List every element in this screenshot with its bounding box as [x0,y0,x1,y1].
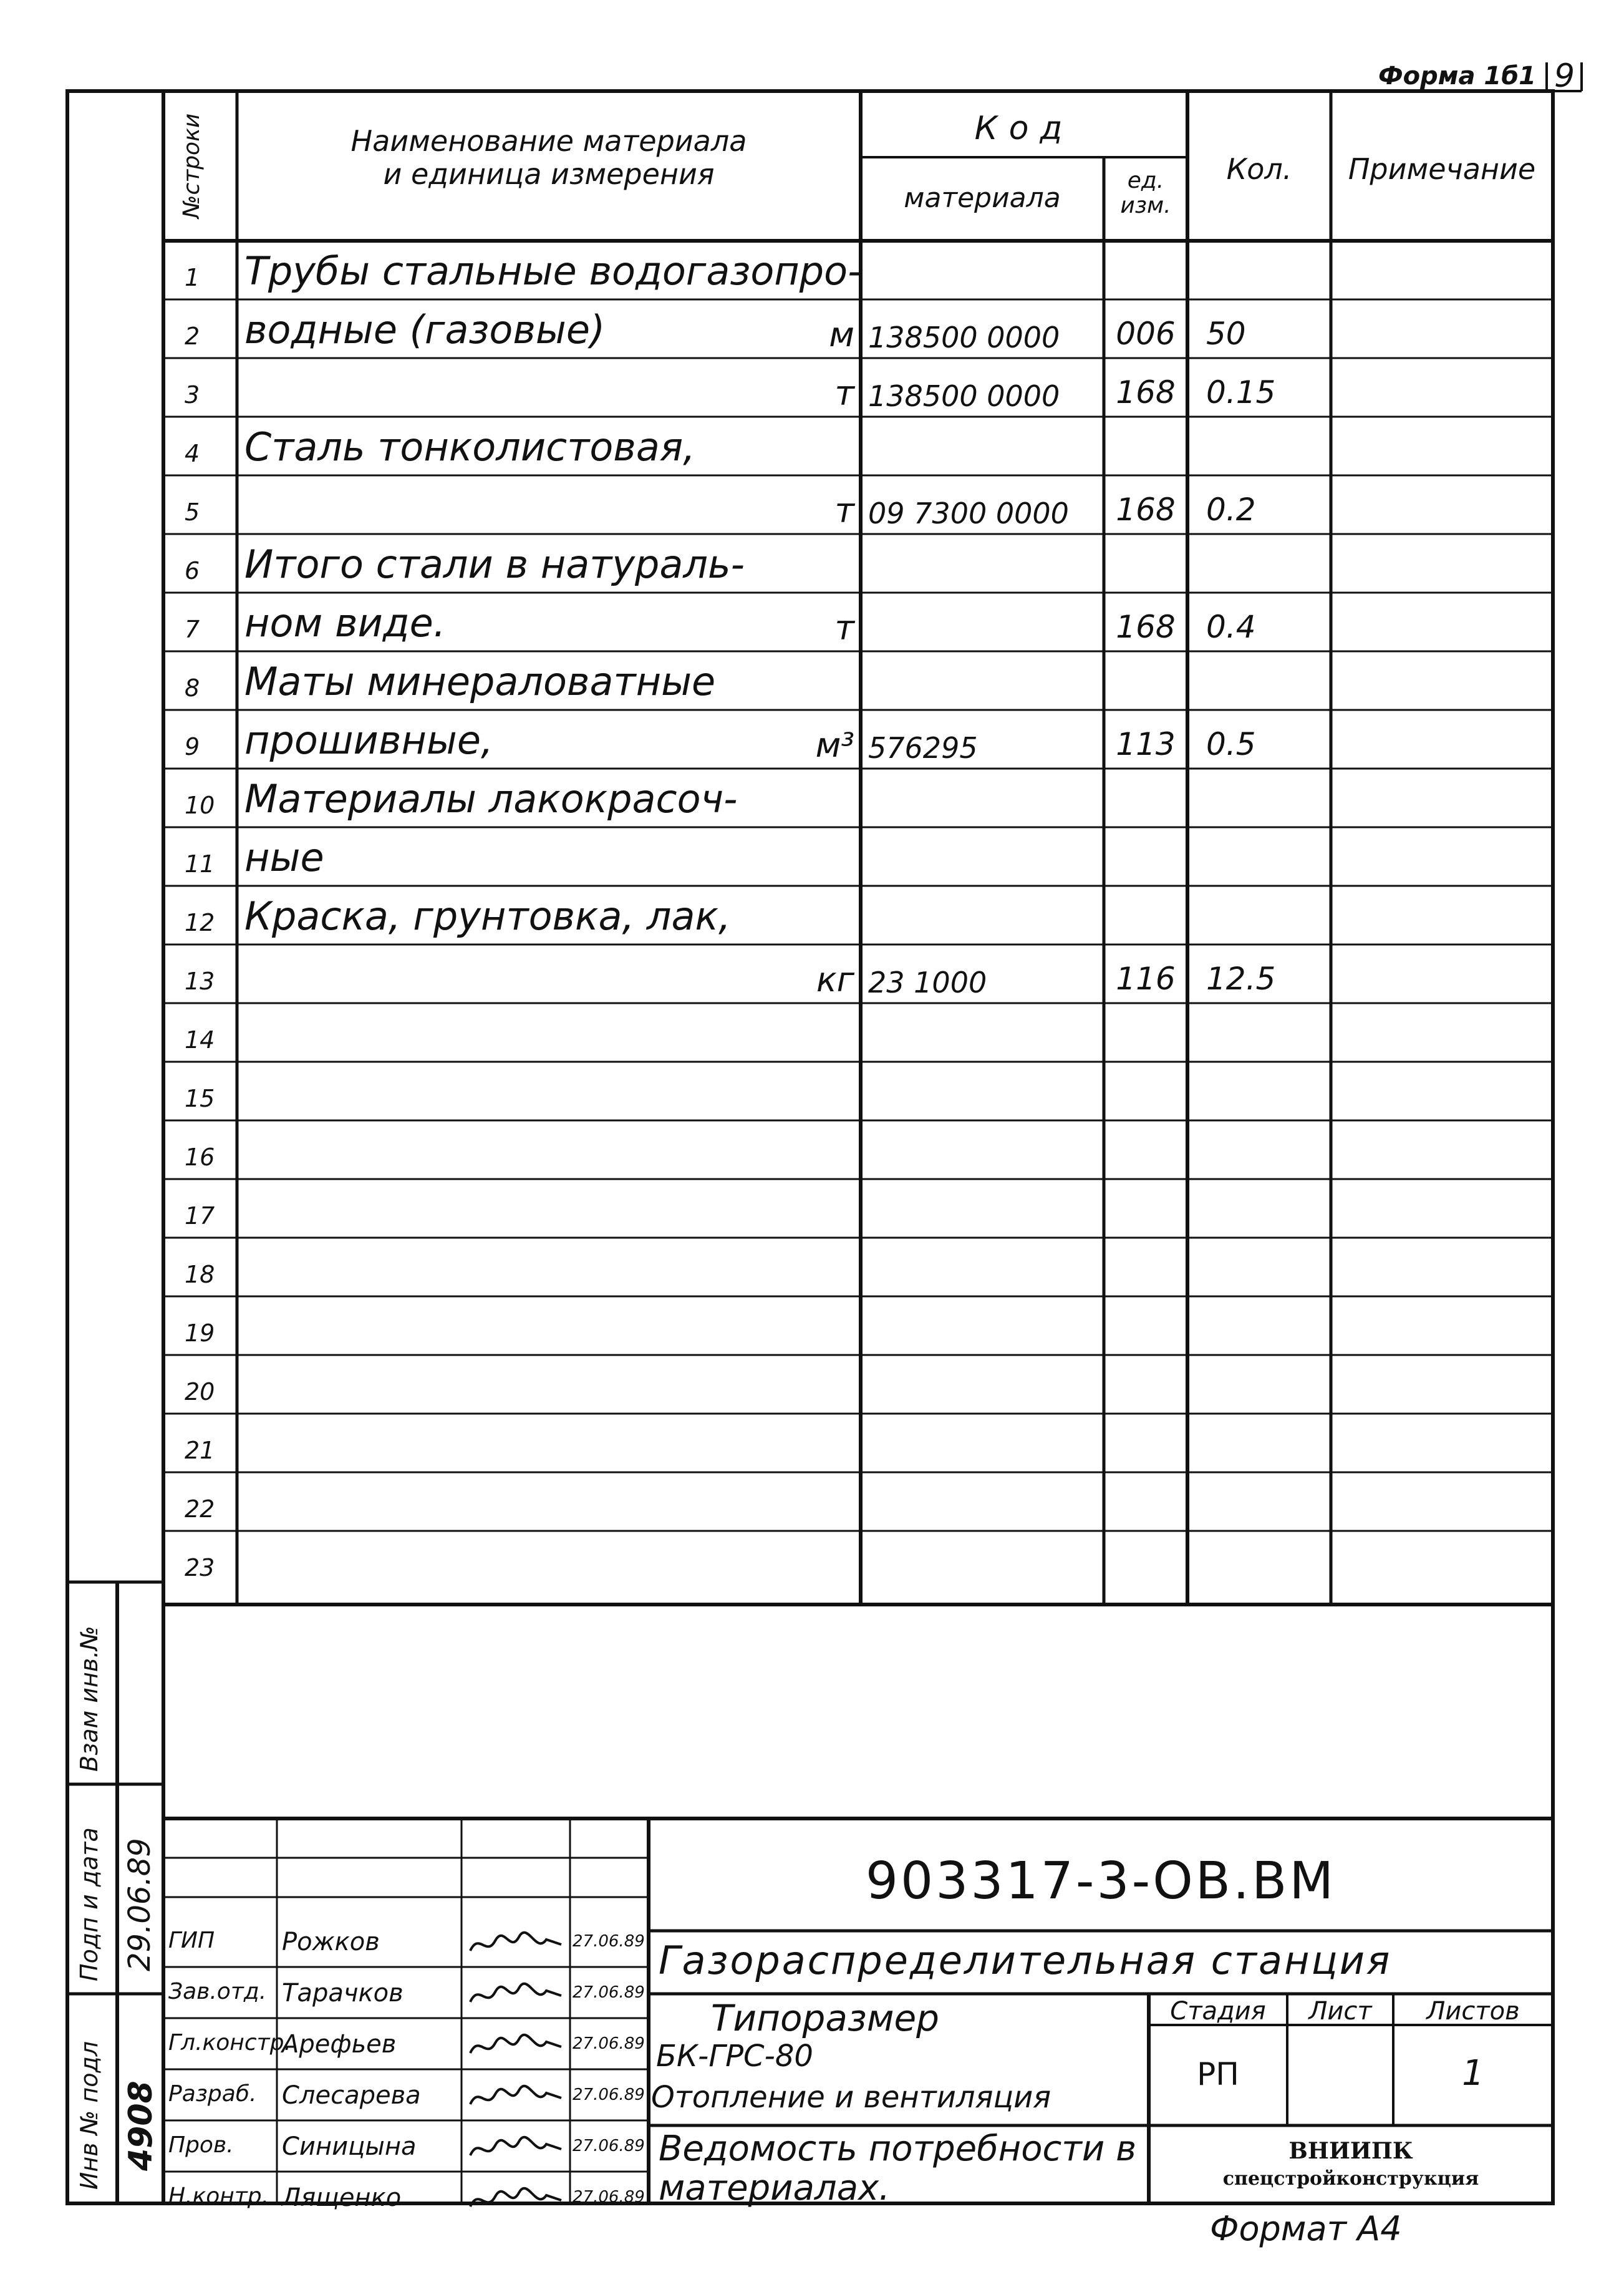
signature-date: 27.06.89 [573,2085,645,2104]
signature-role: Зав.отд. [168,1979,267,2004]
signature-role: ГИП [168,1928,215,1953]
signature-scribble [466,2079,566,2114]
stamp-title: Газораспределительная станция [659,1938,1392,1983]
signature-role: Гл.констр. [168,2030,291,2056]
row-quantity: 50 [1206,316,1246,352]
row-unit: м [829,315,854,354]
row-number: 6 [185,557,200,585]
row-unit-code: 113 [1116,726,1176,762]
signature-name: Слесарева [282,2081,421,2110]
row-number: 16 [185,1144,215,1171]
signature-scribble [466,1977,566,2012]
signature-name: Арефьев [282,2030,397,2059]
header-row-number: №строки [179,113,205,218]
signature-scribble [466,2182,566,2217]
format-label: Формат А4 [1210,2209,1402,2248]
signature-role: Разраб. [168,2081,257,2107]
signature-date: 27.06.89 [573,2188,645,2207]
row-unit: м³ [815,726,854,765]
row-unit-code: 116 [1116,961,1176,997]
sheets-label: Листов [1426,1997,1520,2026]
signature-scribble [466,1926,566,1961]
row-number: 12 [185,909,215,936]
row-number: 14 [185,1026,215,1054]
document-code: 903317-3-ОВ.ВМ [865,1852,1336,1911]
row-unit: т [834,491,854,530]
row-material-name: прошивные, [244,717,493,763]
row-material-code: 138500 0000 [868,321,1060,354]
row-number: 10 [185,792,215,819]
row-quantity: 0.5 [1206,726,1256,762]
row-number: 22 [185,1495,215,1523]
stage-label: Стадия [1170,1997,1266,2026]
stage-value: РП [1197,2056,1239,2092]
row-number: 20 [185,1378,215,1406]
row-material-name: Итого стали в натураль- [244,541,745,587]
stamp-subtitle-2: БК-ГРС-80 [656,2039,813,2074]
signature-name: Рожков [282,1928,380,1956]
header-note: Примечание [1348,152,1536,186]
side-podp-data-value: 29.06.89 [122,1838,157,1971]
header-material-name: Наименование материала и единица измерения [350,124,747,191]
signature-name: Тарачков [282,1979,404,2008]
stamp-subtitle-3: Отопление и вентиляция [651,2080,1051,2115]
row-number: 18 [185,1261,215,1288]
row-unit: т [834,374,854,413]
row-material-name: Сталь тонколистовая, [244,424,695,470]
signature-scribble [466,2028,566,2063]
row-number: 8 [185,674,200,702]
row-number: 17 [185,1202,215,1230]
signature-name: Синицына [282,2132,417,2161]
row-number: 4 [185,440,200,467]
row-number: 5 [185,498,200,526]
stamp-sheet-title: Ведомость потребности в материалах. [659,2129,1137,2208]
row-number: 3 [185,381,200,409]
row-material-name: Маты минераловатные [244,659,716,704]
row-number: 23 [185,1554,215,1581]
side-vzam-inv: Взам инв.№ [75,1626,103,1772]
side-inv-podl: Инв № подл [75,2041,103,2190]
signature-name: Лященко [282,2183,402,2212]
row-material-name: ном виде. [244,600,446,646]
row-number: 11 [185,850,215,878]
row-material-code: 138500 0000 [868,379,1060,413]
row-quantity: 12.5 [1206,961,1276,997]
row-material-name: Краска, грунтовка, лак, [244,893,731,939]
row-material-name: водные (газовые) [244,307,606,352]
header-unit-code: ед. изм. [1120,168,1171,218]
sheet-label: Лист [1308,1997,1372,2026]
row-material-name: ные [244,835,324,880]
header-material-code: материала [904,182,1061,214]
sheet-number: 9 [1554,57,1575,95]
row-number: 19 [185,1319,215,1347]
org-name-2: спецстройконструкция [1222,2168,1479,2190]
signature-date: 27.06.89 [573,1932,645,1951]
row-number: 13 [185,968,215,995]
signature-role: Пров. [168,2132,234,2158]
row-number: 7 [185,616,200,643]
row-unit-code: 006 [1116,316,1176,352]
signature-date: 27.06.89 [573,2034,645,2053]
side-podp-data: Подп и дата [75,1827,103,1981]
row-number: 1 [185,264,200,291]
signature-date: 27.06.89 [573,2137,645,2155]
row-quantity: 0.4 [1206,609,1256,645]
row-unit-code: 168 [1116,492,1176,528]
row-number: 2 [185,323,200,350]
header-code-group: Код [974,110,1074,147]
row-material-name: Материалы лакокрасоч- [244,776,738,822]
stamp-subtitle-1: Типоразмер [711,1997,939,2039]
row-material-code: 23 1000 [868,966,987,999]
row-quantity: 0.15 [1206,374,1276,410]
row-unit: т [834,608,854,648]
header-quantity: Кол. [1226,152,1292,186]
signature-role: Н.контр. [168,2183,269,2209]
row-number: 9 [185,733,200,760]
signature-date: 27.06.89 [573,1983,645,2002]
side-inv-podl-value: 4908 [122,2081,160,2171]
org-name-1: ВНИИПК [1288,2138,1413,2164]
row-quantity: 0.2 [1206,492,1256,528]
form-label: Форма 1б1 [1378,62,1536,90]
row-number: 21 [185,1437,215,1464]
row-number: 15 [185,1085,215,1112]
sheets-value: 1 [1462,2053,1484,2094]
row-material-code: 09 7300 0000 [868,497,1069,530]
signature-scribble [466,2130,566,2165]
row-unit-code: 168 [1116,374,1176,410]
row-unit: кг [816,960,854,999]
row-unit-code: 168 [1116,609,1176,645]
row-material-name: Трубы стальные водогазопро- [244,248,862,294]
row-material-code: 576295 [868,731,978,765]
